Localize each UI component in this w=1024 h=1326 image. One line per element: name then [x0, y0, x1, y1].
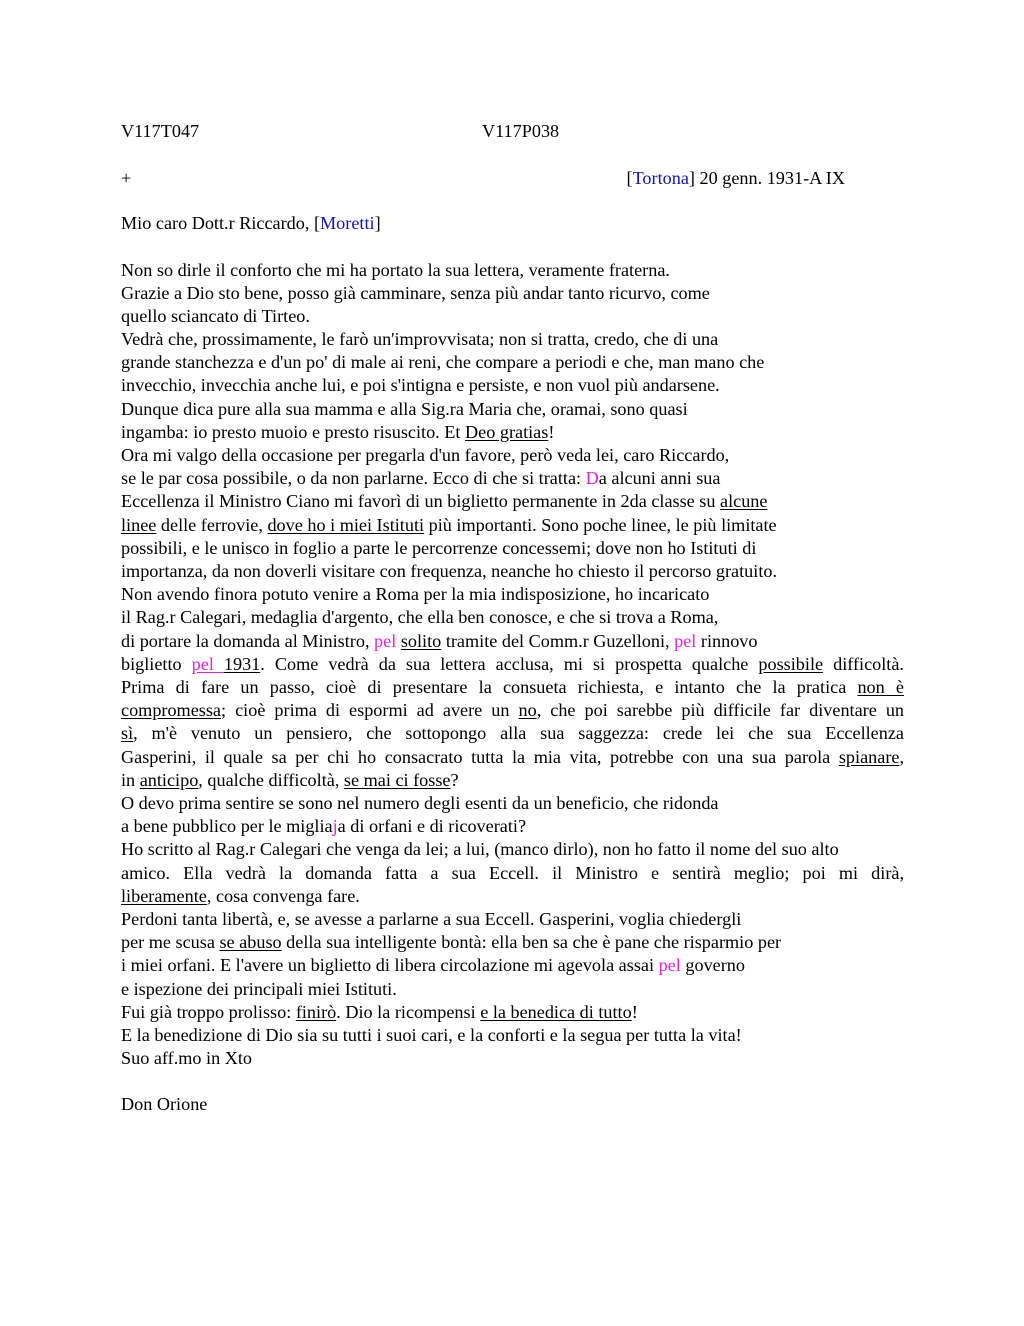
body-line: Gasperini, il quale sa per chi ho consacrato tutta la mia vita, potrebbe con una sua parola spianare,	[121, 747, 904, 767]
body-line: sì, m'è venuto un pensiero, che sottopongo alla sua saggezza: crede lei che sua Eccellenza	[121, 723, 904, 743]
body-line: Dunque dica pure alla sua mamma e alla Sig.ra Maria che, oramai, sono quasi	[121, 399, 688, 419]
body-line: Ora mi valgo della occasione per pregarla d'un favore, però veda lei, caro Riccardo,	[121, 445, 730, 465]
body-line: per me scusa se abuso della sua intelligente bontà: ella ben sa che è pane che risparmio per	[121, 932, 782, 952]
body-line: Non so dirle il conforto che mi ha portato la sua lettera, veramente fraterna.	[121, 260, 670, 280]
closing-line: Suo aff.mo in Xto	[121, 1048, 253, 1068]
body-line: se le par cosa possibile, o da non parlarne. Ecco di che si tratta: Da alcuni anni sua	[121, 468, 721, 488]
recipient-surname: Moretti	[320, 213, 375, 233]
body-line: il Rag.r Calegari, medaglia d'argento, che ella ben conosce, e che si trova a Roma,	[121, 607, 719, 627]
body-line: i miei orfani. E l'avere un biglietto di libera circolazione mi agevola assai pel governo	[121, 955, 745, 975]
body-line: e ispezione dei principali miei Istituti.	[121, 979, 397, 999]
salutation: Mio caro Dott.r Riccardo, [Moretti]	[121, 213, 381, 233]
body-line: a bene pubblico per le migliaja di orfani e di ricoverati?	[121, 816, 527, 836]
body-line: di portare la domanda al Ministro, pel solito tramite del Comm.r Guzelloni, pel rinnovo	[121, 631, 758, 651]
body-line: O devo prima sentire se sono nel numero degli esenti da un beneficio, che ridonda	[121, 793, 719, 813]
body-line: Grazie a Dio sto bene, posso già camminare, senza più andar tanto ricurvo, come	[121, 283, 710, 303]
body-line: compromessa; cioè prima di espormi ad avere un no, che poi sarebbe più difficile far diventare un	[121, 700, 905, 720]
body-line: Vedrà che, prossimamente, le farò un'improvvisata; non si tratta, credo, che di una	[121, 329, 719, 349]
body-line: possibili, e le unisco in foglio a parte le percorrenze concessemi; dove non ho Istituti di	[121, 538, 757, 558]
date-line: [Tortona] 20 genn. 1931-A IX	[626, 168, 845, 188]
body-line: quello sciancato di Tirteo.	[121, 306, 310, 326]
body-line: grande stanchezza e d'un po' di male ai reni, che compare a periodi e che, man mano che	[121, 352, 765, 372]
body-line: Ho scritto al Rag.r Calegari che venga da lei; a lui, (manco dirlo), non ho fatto il nome del suo alto	[121, 839, 839, 859]
body-line: Eccellenza il Ministro Ciano mi favorì di un biglietto permanente in 2da classe su alcune	[121, 491, 768, 511]
body-line: Perdoni tanta libertà, e, se avesse a parlarne a sua Eccell. Gasperini, voglia chiedergli	[121, 909, 742, 929]
body-line: importanza, da non doverli visitare con frequenza, neanche ho chiesto il percorso gratuito.	[121, 561, 778, 581]
body-line: biglietto pel 1931. Come vedrà da sua lettera acclusa, mi si prospetta qualche possibile difficoltà.	[121, 654, 904, 674]
body-line: Non avendo finora potuto venire a Roma per la mia indisposizione, ho incaricato	[121, 584, 710, 604]
document-code-left: V117T047	[121, 121, 200, 141]
cross-mark: +	[121, 168, 132, 188]
place-name: Tortona	[632, 168, 689, 188]
signature: Don Orione	[121, 1094, 208, 1114]
document-code-right: V117P038	[482, 121, 560, 141]
body-line: linee delle ferrovie, dove ho i miei Istituti più importanti. Sono poche linee, le più limitate	[121, 515, 777, 535]
body-line: liberamente, cosa convenga fare.	[121, 886, 360, 906]
body-line: amico. Ella vedrà la domanda fatta a sua Eccell. il Ministro e sentirà meglio; poi mi dirà,	[121, 863, 904, 883]
body-line: invecchio, invecchia anche lui, e poi s'intigna e persiste, e non vuol più andarsene.	[121, 375, 720, 395]
date-text: 20 genn. 1931-A IX	[694, 168, 845, 188]
body-line: ingamba: io presto muoio e presto risuscito. Et Deo gratias!	[121, 422, 555, 442]
body-line: Prima di fare un passo, cioè di presentare la consueta richiesta, e intanto che la pratica non è	[121, 677, 904, 697]
body-line: E la benedizione di Dio sia su tutti i suoi cari, e la conforti e la segua per tutta la vita!	[121, 1025, 742, 1045]
body-line: Fui già troppo prolisso: finirò. Dio la ricompensi e la benedica di tutto!	[121, 1002, 638, 1022]
body-line: in anticipo, qualche difficoltà, se mai ci fosse?	[121, 770, 459, 790]
